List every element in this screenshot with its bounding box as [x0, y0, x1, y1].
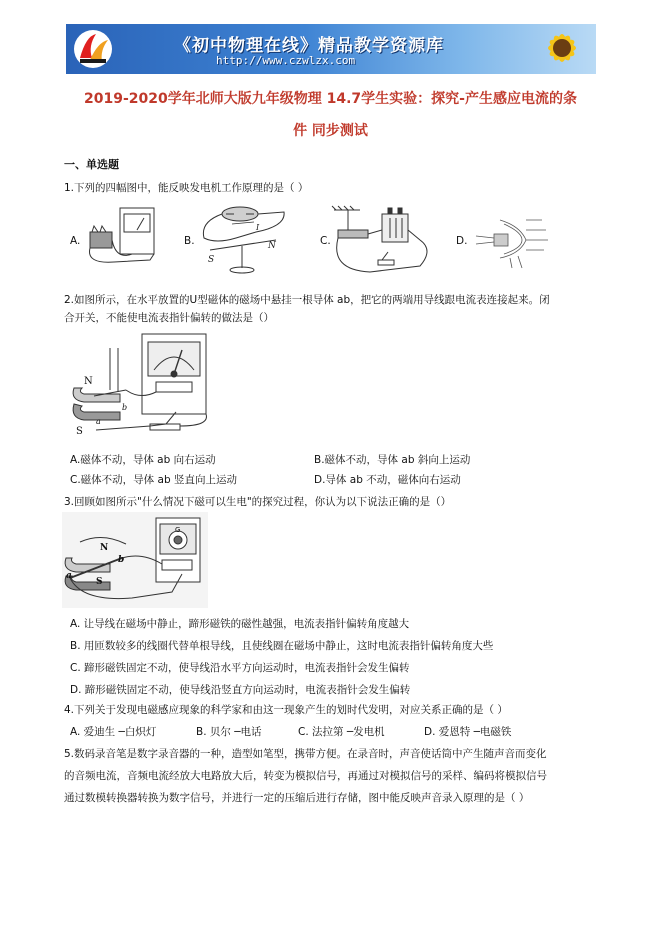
q2-fig-s-label: S — [76, 426, 83, 437]
q2-option-a: A.磁体不动，导体 ab 向右运动 — [70, 454, 216, 466]
q1-option-d: D. — [456, 235, 468, 247]
doc-title-line2: 件 同步测试 — [293, 123, 368, 139]
q3-option-a: A. 让导线在磁场中静止，蹄形磁铁的磁性越强，电流表指针偏转角度越大 — [70, 618, 410, 630]
question-1-stem: 1.下列的四幅图中，能反映发电机工作原理的是（ ） — [64, 182, 309, 194]
header-banner — [66, 24, 596, 74]
q1-option-b: B. — [184, 235, 195, 247]
sunflower-icon — [528, 24, 592, 74]
question-2-stem-line1: 2.如图所示，在水平放置的U型磁体的磁场中悬挂一根导体 ab，把它的两端用导线跟电流表连接起来。闭 — [64, 294, 550, 306]
q2-option-d: D.导体 ab 不动，磁体向右运动 — [314, 474, 461, 486]
q3-fig-n-label: N — [100, 543, 109, 553]
q2-figure — [70, 330, 220, 442]
q1-option-a: A. — [70, 235, 81, 247]
q3-fig-a-label: a — [66, 571, 72, 581]
q2-fig-a-label: a — [96, 417, 101, 426]
q3-option-b: B. 用匝数较多的线圈代替单根导线，且使线圈在磁场中静止，这时电流表指针偏转角度大些 — [70, 640, 494, 652]
q3-option-c: C. 蹄形磁铁固定不动，使导线沿水平方向运动时，电流表指针会发生偏转 — [70, 662, 410, 674]
q1-fig-b-i-label: I — [256, 223, 260, 232]
q3-fig-s-label: S — [96, 577, 103, 587]
q3-option-d: D. 蹄形磁铁固定不动，使导线沿竖直方向运动时，电流表指针会发生偏转 — [70, 684, 411, 696]
q1-figure-a — [84, 204, 162, 268]
q1-figure-c — [330, 200, 436, 280]
q1-fig-b-n-label: N — [268, 241, 276, 251]
q1-option-c: C. — [320, 235, 331, 247]
question-2-stem-line2: 合开关，不能使电流表指针偏转的做法是（） — [64, 312, 274, 324]
q4-option-b: B. 贝尔 ─电话 — [196, 726, 262, 738]
q2-fig-n-label: N — [84, 376, 93, 387]
q4-option-d: D. 爱恩特 ─电磁铁 — [424, 726, 512, 738]
question-4-stem: 4.下列关于发现电磁感应现象的科学家和由这一现象产生的划时代发明，对应关系正确的是（ ） — [64, 704, 508, 716]
q3-fig-g-label: G — [175, 526, 181, 534]
question-5-stem-line1: 5.数码录音笔是数字录音器的一种，造型如笔型，携带方便。在录音时，声音使话筒中产生随声音而变化 — [64, 748, 547, 760]
q3-figure — [62, 512, 208, 608]
banner-url: http://www.czwlzx.com — [216, 54, 356, 67]
q1-fig-b-s-label: S — [208, 255, 215, 265]
q2-fig-b-label: b — [122, 403, 128, 412]
q4-option-a: A. 爱迪生 ─白炽灯 — [70, 726, 157, 738]
q3-fig-b-label: b — [118, 555, 125, 565]
q4-option-c: C. 法拉第 ─发电机 — [298, 726, 385, 738]
question-5-stem-line3: 通过数模转换器转换为数字信号，并进行一定的压缩后进行存储，图中能反映声音录入原理的是（ ） — [64, 792, 530, 804]
q2-option-c: C.磁体不动，导体 ab 竖直向上运动 — [70, 474, 237, 486]
question-5-stem-line2: 的音频电流，音频电流经放大电路放大后，转变为模拟信号，再通过对模拟信号的采样、编码将模拟信号 — [64, 770, 547, 782]
doc-title-line1: 2019-2020学年北师大版九年级物理 14.7学生实验：探究-产生感应电流的条 — [84, 91, 577, 107]
banner-title: 《初中物理在线》精品教学资源库 — [174, 36, 444, 56]
q2-option-b: B.磁体不动，导体 ab 斜向上运动 — [314, 454, 471, 466]
site-logo-icon — [72, 28, 114, 70]
q1-figure-b — [196, 200, 296, 280]
q1-figure-d — [470, 206, 556, 270]
section-heading: 一、单选题 — [64, 158, 119, 171]
question-3-stem: 3.回顾如图所示"什么情况下磁可以生电"的探究过程，你认为以下说法正确的是（） — [64, 496, 452, 508]
